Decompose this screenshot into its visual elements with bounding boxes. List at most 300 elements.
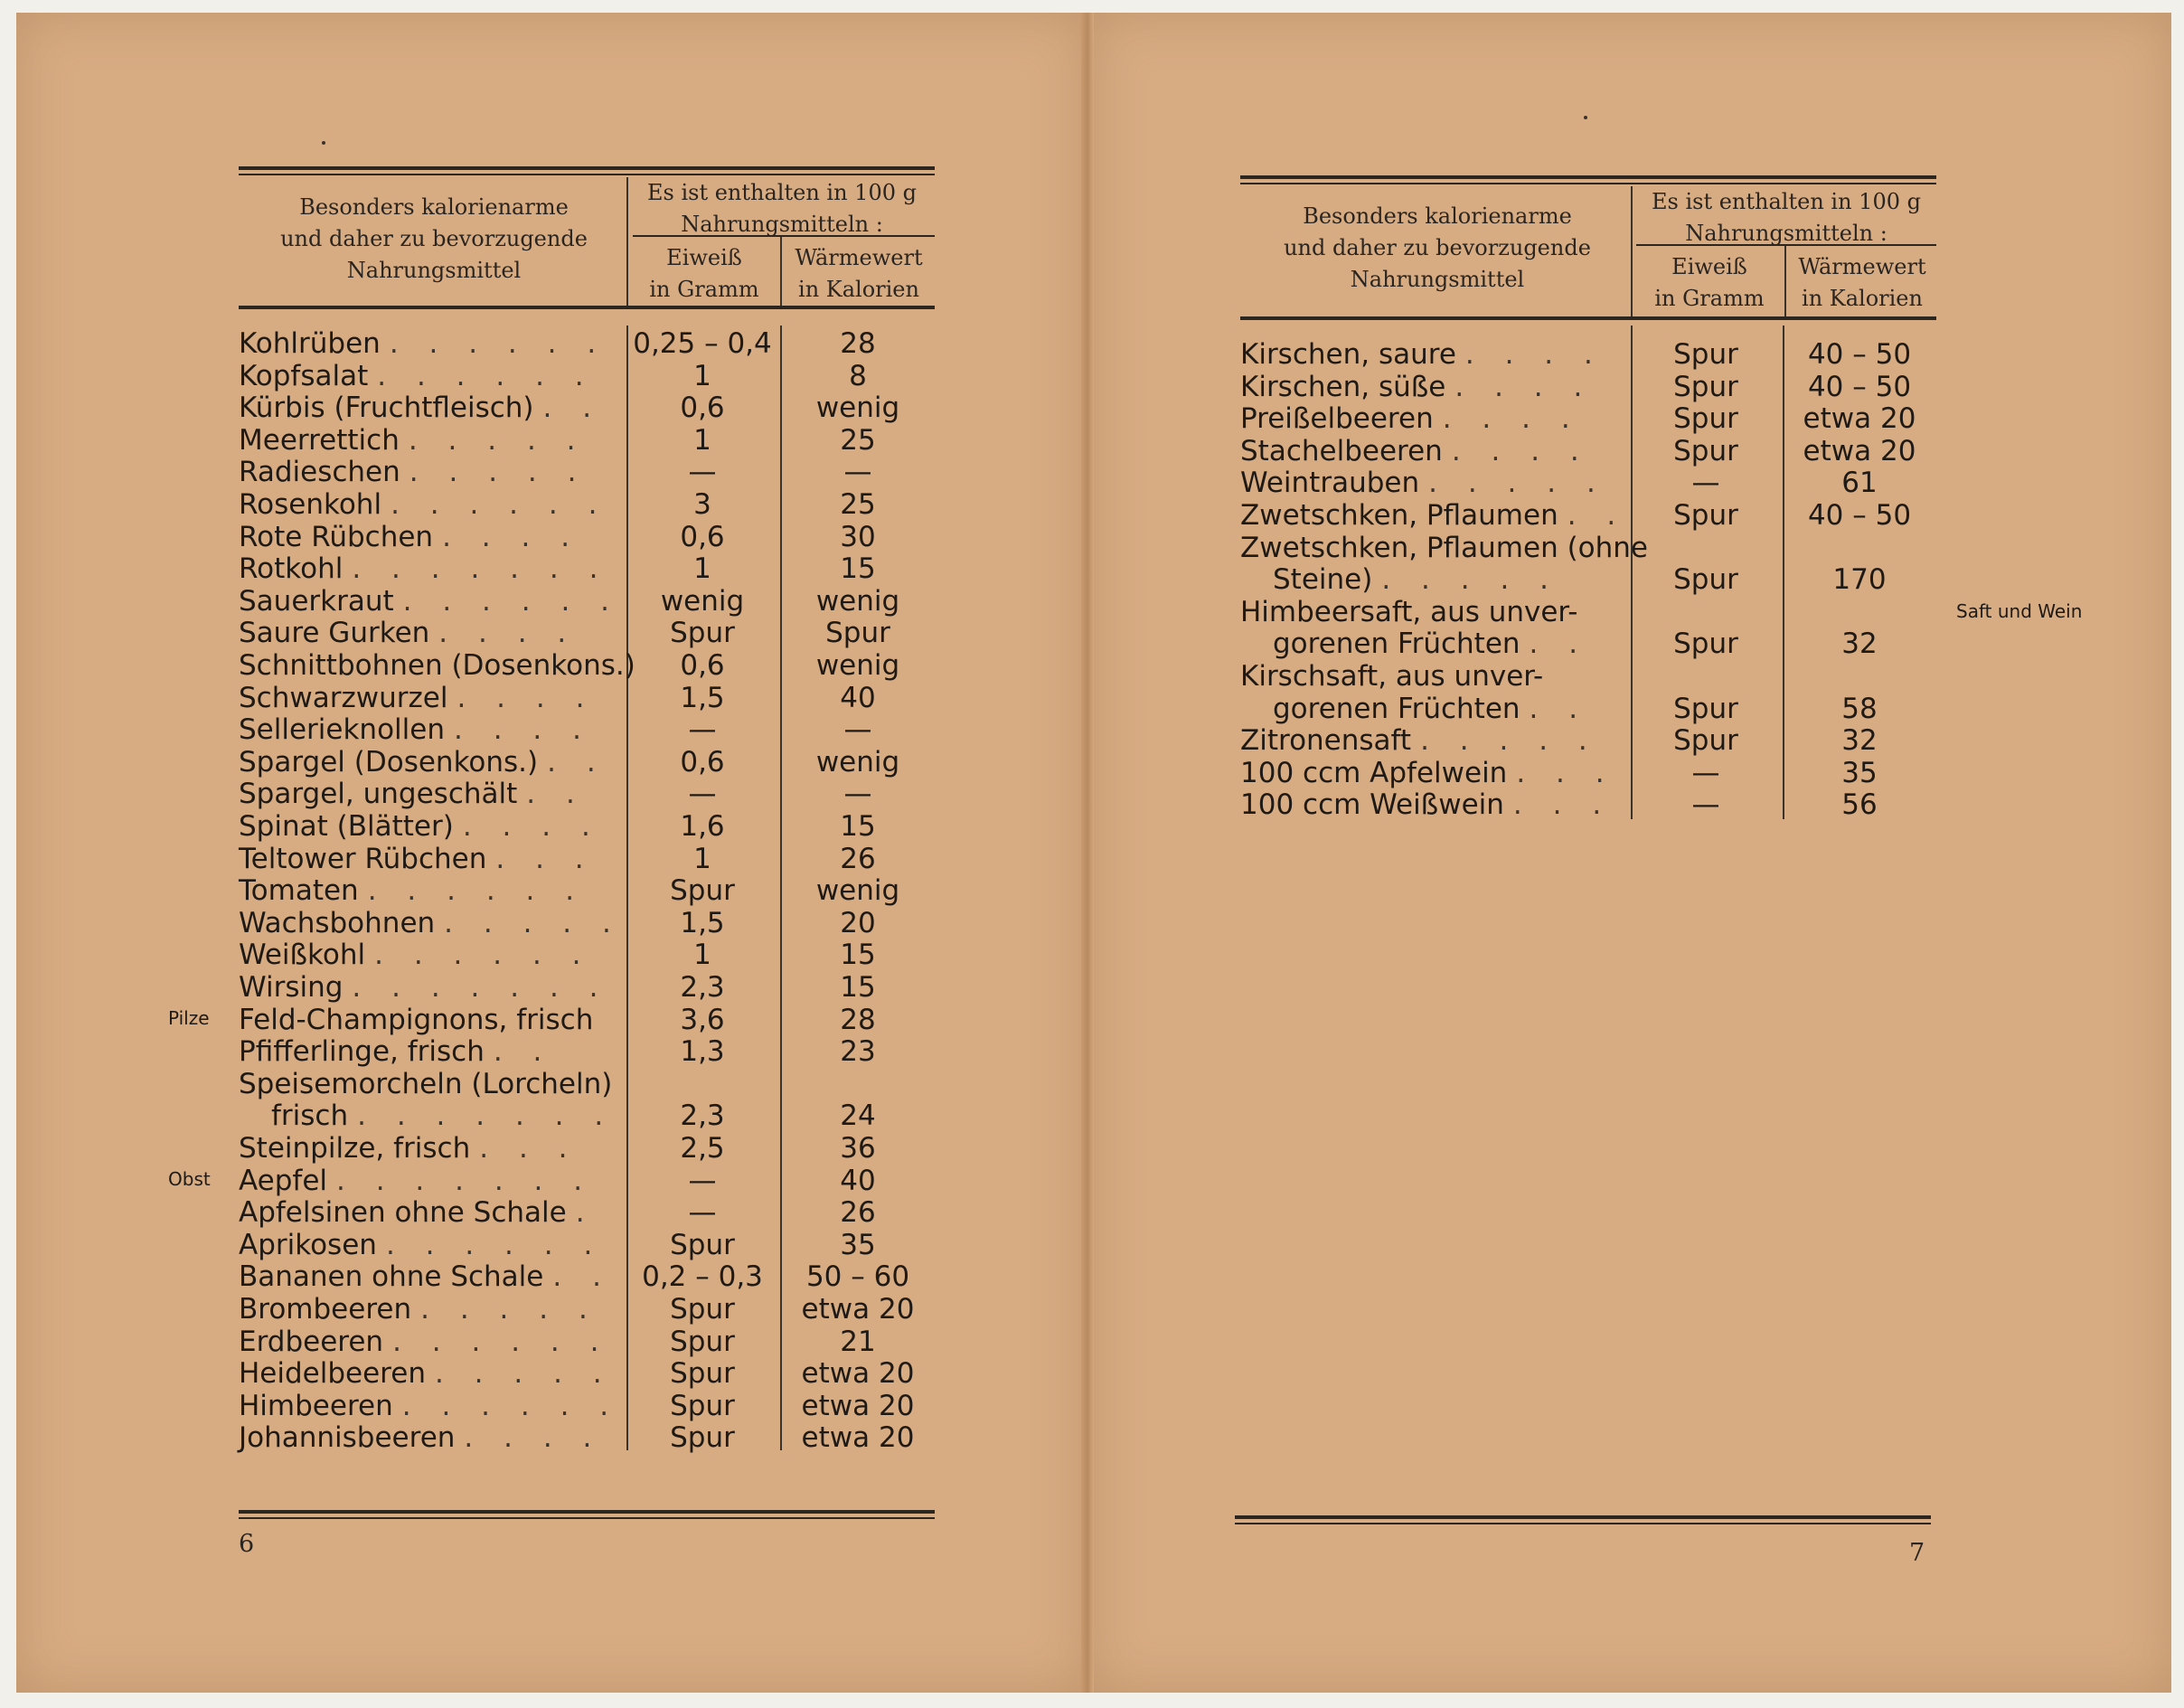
calories-value: 32 (1841, 724, 1878, 758)
foods-header-line-1: Besonders kalorienarme (1303, 203, 1572, 229)
food-name (239, 1357, 613, 1390)
leader-dots: . . . . . (408, 423, 587, 457)
table-row (1240, 788, 1936, 821)
right-page-number: 7 (1909, 1539, 1925, 1567)
leader-dots: . . (542, 392, 603, 425)
table-row (1240, 693, 1936, 725)
food-name-text: Saure Gurken (239, 617, 430, 650)
food-name (239, 1068, 621, 1100)
food-name (239, 713, 592, 746)
protein-value: — (688, 713, 717, 747)
leader-dots: . . . . . . (385, 1228, 604, 1261)
leader-dots: . . (552, 1260, 612, 1294)
calories-value: — (843, 778, 872, 811)
leader-dots: . . . . . (420, 1293, 598, 1326)
protein-value: 1,5 (680, 906, 725, 939)
left-group-header (629, 177, 935, 241)
table-row (239, 1132, 935, 1165)
leader-dots: . . . . . (444, 906, 622, 939)
protein-value: 1,3 (680, 1035, 725, 1069)
protein-value: 3,6 (680, 1003, 725, 1036)
table-row (239, 327, 935, 360)
food-name (1240, 532, 1657, 564)
leader-dots: . . . . . (1420, 724, 1598, 758)
table-row (239, 1421, 935, 1454)
calories-value: 15 (840, 971, 876, 1004)
protein-value: 0,6 (680, 745, 725, 779)
table-row (239, 1229, 935, 1261)
calories-value: Spur (825, 617, 890, 650)
food-name-text: Weintrauben (1240, 467, 1420, 500)
leader-dots: . . . . (462, 810, 601, 843)
food-name (1273, 693, 1588, 725)
food-name-text: Apfelsinen ohne Schale (239, 1196, 567, 1230)
leader-dots: . . . . . . (391, 488, 608, 521)
protein-value: wenig (660, 584, 745, 618)
calories-value: 40 – 50 (1807, 338, 1912, 371)
food-name-text: Pfifferlinge, frisch (239, 1035, 485, 1069)
leader-dots: . . . . . . (377, 359, 595, 392)
calories-value: 32 (1841, 628, 1878, 661)
group-header-line-2: Nahrungsmitteln : (1685, 221, 1887, 246)
right-group-header (1634, 186, 1938, 250)
calories-value: etwa 20 (801, 1421, 915, 1455)
right-header-divider (1631, 186, 1633, 316)
table-row (239, 456, 935, 488)
food-name (1240, 499, 1626, 532)
calories-value: — (843, 456, 872, 489)
food-name (1240, 467, 1606, 499)
table-row (1240, 757, 1936, 789)
left-subheader-divider (780, 237, 782, 306)
leader-dots: . . . . . . . (357, 1099, 615, 1133)
leader-dots: . . . . . . (392, 1325, 610, 1358)
food-name (1273, 628, 1588, 660)
protein-value: 0,6 (680, 520, 725, 553)
calories-value: 170 (1832, 563, 1887, 597)
table-row (1240, 628, 1936, 660)
food-name-text: Tomaten (239, 874, 359, 908)
protein-value: Spur (1673, 692, 1738, 725)
foods-header-line-3: Nahrungsmittel (346, 258, 522, 283)
protein-header-line-2: in Gramm (1654, 286, 1765, 311)
protein-value: — (688, 778, 717, 811)
food-name-text: Bananen ohne Schale (239, 1260, 544, 1294)
calories-value: 35 (1841, 756, 1878, 789)
left-bottom-rule (239, 1510, 935, 1514)
food-name-text: Erdbeeren (239, 1325, 384, 1358)
protein-value: 0,2 – 0,3 (642, 1260, 763, 1294)
leader-dots: . . . (495, 842, 595, 875)
calories-value: 15 (840, 810, 876, 843)
food-name (239, 1165, 593, 1197)
calories-value: etwa 20 (801, 1293, 915, 1326)
food-name (239, 682, 595, 714)
calories-value: 40 – 50 (1807, 370, 1912, 403)
protein-value: 1,5 (680, 681, 725, 714)
table-row (239, 649, 935, 682)
table-row (239, 1326, 935, 1358)
food-name-text: Wachsbohnen (239, 906, 436, 939)
protein-value: 1 (693, 423, 711, 457)
food-name-text: Kirschsaft, aus unver- (1240, 660, 1544, 693)
protein-value: Spur (1673, 628, 1738, 661)
protein-value: 0,6 (680, 392, 725, 425)
left-header-bottom-rule (239, 306, 935, 309)
table-row (239, 843, 935, 875)
calories-value: wenig (815, 874, 900, 908)
food-name (1240, 371, 1593, 403)
food-name-text: Kirschen, saure (1240, 338, 1456, 371)
food-name-text: Aprikosen (239, 1228, 377, 1261)
table-row (239, 939, 935, 971)
food-name (239, 971, 609, 1004)
table-row (1240, 338, 1936, 371)
food-name-text: Schwarzwurzel (239, 681, 448, 714)
leader-dots: . . . . . . (367, 874, 586, 908)
food-name-text: Rotkohl (239, 552, 344, 586)
foods-header-line-3: Nahrungsmittel (1350, 267, 1525, 292)
leader-dots: . . . . . . . (352, 552, 609, 586)
food-name-text: 100 ccm Weißwein (1240, 788, 1504, 822)
table-row (239, 392, 935, 424)
protein-value: 1 (693, 552, 711, 586)
table-row (239, 778, 935, 810)
food-name (239, 1004, 602, 1036)
calories-value: 20 (840, 906, 876, 939)
food-name-text: Speisemorcheln (Lorcheln) (239, 1067, 613, 1100)
food-name (239, 1293, 598, 1326)
foods-header-line-2: und daher zu bevorzugende (280, 226, 588, 251)
calories-value: 40 (840, 681, 876, 714)
food-name (1240, 596, 1586, 628)
leader-dots: . . (526, 778, 586, 811)
food-name (239, 617, 577, 649)
leader-dots: . . . . (464, 1421, 603, 1455)
calories-value: etwa 20 (1803, 434, 1916, 467)
leader-dots: . . . . . . (401, 1389, 620, 1422)
table-row (1240, 402, 1936, 435)
table-row (239, 713, 935, 746)
food-name (239, 810, 601, 843)
calories-value: etwa 20 (1803, 402, 1916, 436)
group-header-line-2: Nahrungsmitteln : (681, 212, 883, 237)
food-name-text: Rosenkohl (239, 488, 382, 521)
protein-header-line-2: in Gramm (649, 277, 759, 302)
leader-dots: . . . . (454, 713, 592, 747)
food-name (239, 360, 595, 392)
food-name-text: Radieschen (239, 456, 400, 489)
left-foods-header (244, 192, 624, 287)
food-name-text: Sauerkraut (239, 584, 394, 618)
food-name-text: Kirschen, süße (1240, 370, 1446, 403)
leader-dots: . . (1529, 628, 1589, 661)
food-name (239, 392, 602, 424)
protein-value: 0,6 (680, 649, 725, 682)
food-name-text: Kohlrüben (239, 327, 381, 360)
table-row (239, 1099, 935, 1132)
calories-value: 8 (849, 359, 867, 392)
food-name (239, 746, 607, 779)
protein-value: — (688, 456, 717, 489)
protein-value: 1 (693, 842, 711, 875)
food-name-text: Feld-Champignons, frisch (239, 1003, 594, 1036)
food-name (239, 649, 645, 682)
table-row (239, 1035, 935, 1068)
calories-header-line-2: in Kalorien (798, 277, 919, 302)
table-row (1240, 596, 1936, 628)
food-name (239, 327, 607, 360)
table-row (239, 424, 935, 457)
calories-value: wenig (815, 392, 900, 425)
protein-header-line-1: Eiweiß (666, 245, 742, 270)
foods-header-line-2: und daher zu bevorzugende (1284, 235, 1591, 260)
right-header-bottom-rule (1240, 316, 1936, 320)
calories-value: — (843, 713, 872, 747)
leader-dots: . . . (1512, 788, 1613, 822)
food-name (239, 874, 585, 907)
left-page-number: 6 (239, 1530, 255, 1558)
food-name-text: Rote Rübchen (239, 520, 434, 553)
calories-value: 61 (1841, 467, 1878, 500)
food-name (239, 1035, 552, 1068)
calories-value: 58 (1841, 692, 1878, 725)
calories-value: 15 (840, 552, 876, 586)
food-name (239, 521, 580, 553)
leader-dots: . . . . . . . (336, 1164, 594, 1197)
food-name (271, 1099, 614, 1132)
leader-dots: . . . . . (1381, 563, 1560, 597)
food-name (239, 1390, 619, 1422)
food-name (1240, 724, 1598, 757)
protein-value: Spur (670, 1421, 735, 1455)
food-name-text: Zitronensaft (1240, 724, 1412, 758)
calories-value: wenig (815, 584, 900, 618)
food-name (239, 778, 586, 810)
food-name (239, 552, 608, 585)
calories-value: 26 (840, 842, 876, 875)
food-name-text: Steinpilze, frisch (239, 1132, 471, 1165)
leader-dots: . . (547, 745, 607, 779)
protein-value: 2,3 (680, 1099, 725, 1133)
calories-value: 24 (840, 1099, 876, 1133)
calories-header-line-2: in Kalorien (1802, 286, 1923, 311)
food-name-text: Zwetschken, Pflaumen (1240, 499, 1558, 532)
table-row (239, 360, 935, 392)
leader-dots: . . (1567, 499, 1627, 532)
leader-dots: . . . . (1451, 434, 1590, 467)
protein-value: 1 (693, 939, 711, 972)
left-top-rule (239, 166, 935, 170)
protein-value: 3 (693, 488, 711, 521)
calories-header-line-1: Wärmewert (795, 245, 923, 270)
leader-dots: . . . . . . . (352, 971, 609, 1004)
food-name-text: Zwetschken, Pflaumen (ohne (1240, 531, 1648, 564)
food-name-text: Preißelbeeren (1240, 402, 1434, 436)
calories-value: 23 (840, 1035, 876, 1069)
table-row (1240, 724, 1936, 757)
leader-dots: . (575, 1196, 596, 1230)
leader-dots: . . . . (1464, 338, 1604, 371)
table-row (239, 971, 935, 1004)
table-row (1240, 435, 1936, 467)
leader-dots: . . . . (442, 520, 581, 553)
food-name-text: gorenen Früchten (1273, 628, 1520, 661)
calories-value: 21 (840, 1325, 876, 1358)
food-name-text: Spinat (Blätter) (239, 810, 454, 843)
food-name (239, 1326, 609, 1358)
food-name-text: Stachelbeeren (1240, 434, 1443, 467)
table-row (1240, 499, 1936, 532)
left-protein-header (629, 242, 779, 306)
food-name (1240, 757, 1615, 789)
right-top-rule-thin (1240, 183, 1936, 184)
table-row (239, 1357, 935, 1390)
food-name (1273, 563, 1559, 596)
table-row (239, 907, 935, 939)
protein-value: — (688, 1164, 717, 1197)
food-name-text: Meerrettich (239, 423, 400, 457)
book-spine (1081, 13, 1094, 1693)
food-name (239, 585, 620, 618)
left-top-rule-thin (239, 174, 935, 175)
food-name (239, 907, 622, 939)
food-name-text: Schnittbohnen (Dosenkons.) (239, 649, 635, 682)
food-name (239, 456, 587, 488)
leader-dots: . . . . . (434, 1357, 613, 1391)
calories-value: 35 (840, 1228, 876, 1261)
protein-value: 2,5 (680, 1132, 725, 1165)
table-row (239, 1390, 935, 1422)
protein-value: Spur (1673, 370, 1738, 403)
food-name-text: Weißkohl (239, 939, 366, 972)
right-protein-header (1634, 251, 1784, 315)
protein-value: Spur (1673, 434, 1738, 467)
calories-value: 40 – 50 (1807, 499, 1912, 532)
protein-value: — (688, 1196, 717, 1230)
protein-value: 2,3 (680, 971, 725, 1004)
leader-dots: . . (493, 1035, 553, 1069)
protein-header-line-1: Eiweiß (1671, 254, 1747, 279)
food-name (239, 1260, 612, 1293)
food-name (239, 1421, 602, 1454)
leader-dots: . . . . . (1428, 467, 1606, 500)
food-name-text: Spargel (Dosenkons.) (239, 745, 539, 779)
food-name (239, 488, 607, 521)
foods-header-line-1: Besonders kalorienarme (299, 194, 569, 220)
table-row (239, 1165, 935, 1197)
leader-dots: . . . . (457, 681, 596, 714)
calories-value: 40 (840, 1164, 876, 1197)
group-header-line-1: Es ist enthalten in 100 g (1652, 189, 1921, 214)
calories-value: 26 (840, 1196, 876, 1230)
protein-value: Spur (1673, 338, 1738, 371)
food-name (1240, 788, 1612, 821)
table-row (239, 1068, 935, 1100)
table-row (239, 874, 935, 907)
right-bottom-rule (1235, 1515, 1931, 1519)
leader-dots: . . . . . . (374, 939, 592, 972)
protein-value: 0,25 – 0,4 (633, 327, 772, 360)
food-name (239, 939, 592, 971)
food-name-text: frisch (271, 1099, 349, 1133)
calories-value: 28 (840, 327, 876, 360)
protein-value: — (1691, 467, 1720, 500)
leader-dots: . . . . (1454, 370, 1594, 403)
food-name-text: Wirsing (239, 971, 344, 1004)
protein-value: 1,6 (680, 810, 725, 843)
food-name (1240, 435, 1590, 467)
protein-value: Spur (670, 1325, 735, 1358)
right-bottom-rule-thin (1235, 1523, 1931, 1524)
calories-value: 56 (1841, 788, 1878, 822)
food-name-text: Teltower Rübchen (239, 842, 487, 875)
calories-value: etwa 20 (801, 1357, 915, 1391)
margin-label-pilze: Pilze (168, 1007, 210, 1029)
table-row (1240, 532, 1936, 564)
leader-dots: . . . . . . (402, 584, 621, 618)
protein-value: Spur (1673, 402, 1738, 436)
left-header-divider (626, 177, 628, 306)
table-row (239, 552, 935, 585)
stray-dot (1584, 116, 1587, 119)
food-name-text: Kopfsalat (239, 359, 369, 392)
protein-value: Spur (1673, 563, 1738, 597)
margin-label-obst: Obst (168, 1168, 211, 1190)
protein-value: Spur (1673, 499, 1738, 532)
table-row (239, 1196, 935, 1229)
food-name (239, 843, 595, 875)
table-row (239, 810, 935, 843)
table-row (239, 1293, 935, 1326)
right-calories-header (1786, 251, 1938, 315)
calories-value: 50 – 60 (805, 1260, 910, 1294)
calories-value: 36 (840, 1132, 876, 1165)
leader-dots: . . . . . . (389, 327, 607, 360)
left-calories-header (783, 242, 935, 306)
left-bottom-rule-thin (239, 1517, 935, 1519)
right-top-rule (1240, 175, 1936, 179)
leader-dots: . . . . (1442, 402, 1581, 436)
food-name-text: Himbeersaft, aus unver- (1240, 595, 1578, 628)
table-row (239, 746, 935, 779)
food-name-text: Johannisbeeren (239, 1421, 456, 1455)
protein-value: Spur (1673, 724, 1738, 758)
stray-dot (322, 141, 325, 145)
table-row (239, 521, 935, 553)
food-name (239, 1132, 579, 1165)
protein-value: Spur (670, 1293, 735, 1326)
food-name-text: gorenen Früchten (1273, 692, 1520, 725)
calories-value: 30 (840, 520, 876, 553)
calories-value: wenig (815, 649, 900, 682)
food-name (1240, 402, 1581, 435)
calories-value: 15 (840, 939, 876, 972)
protein-value: 1 (693, 359, 711, 392)
table-row (1240, 563, 1936, 596)
food-name-text: 100 ccm Apfelwein (1240, 756, 1508, 789)
protein-value: Spur (670, 1228, 735, 1261)
calories-value: 25 (840, 423, 876, 457)
food-name-text: Steine) (1273, 563, 1373, 597)
food-name (239, 424, 587, 457)
group-header-line-1: Es ist enthalten in 100 g (647, 180, 917, 205)
calories-header-line-1: Wärmewert (1798, 254, 1926, 279)
calories-value: 25 (840, 488, 876, 521)
food-name (1240, 338, 1604, 371)
protein-value: Spur (670, 1357, 735, 1391)
table-row (239, 617, 935, 649)
